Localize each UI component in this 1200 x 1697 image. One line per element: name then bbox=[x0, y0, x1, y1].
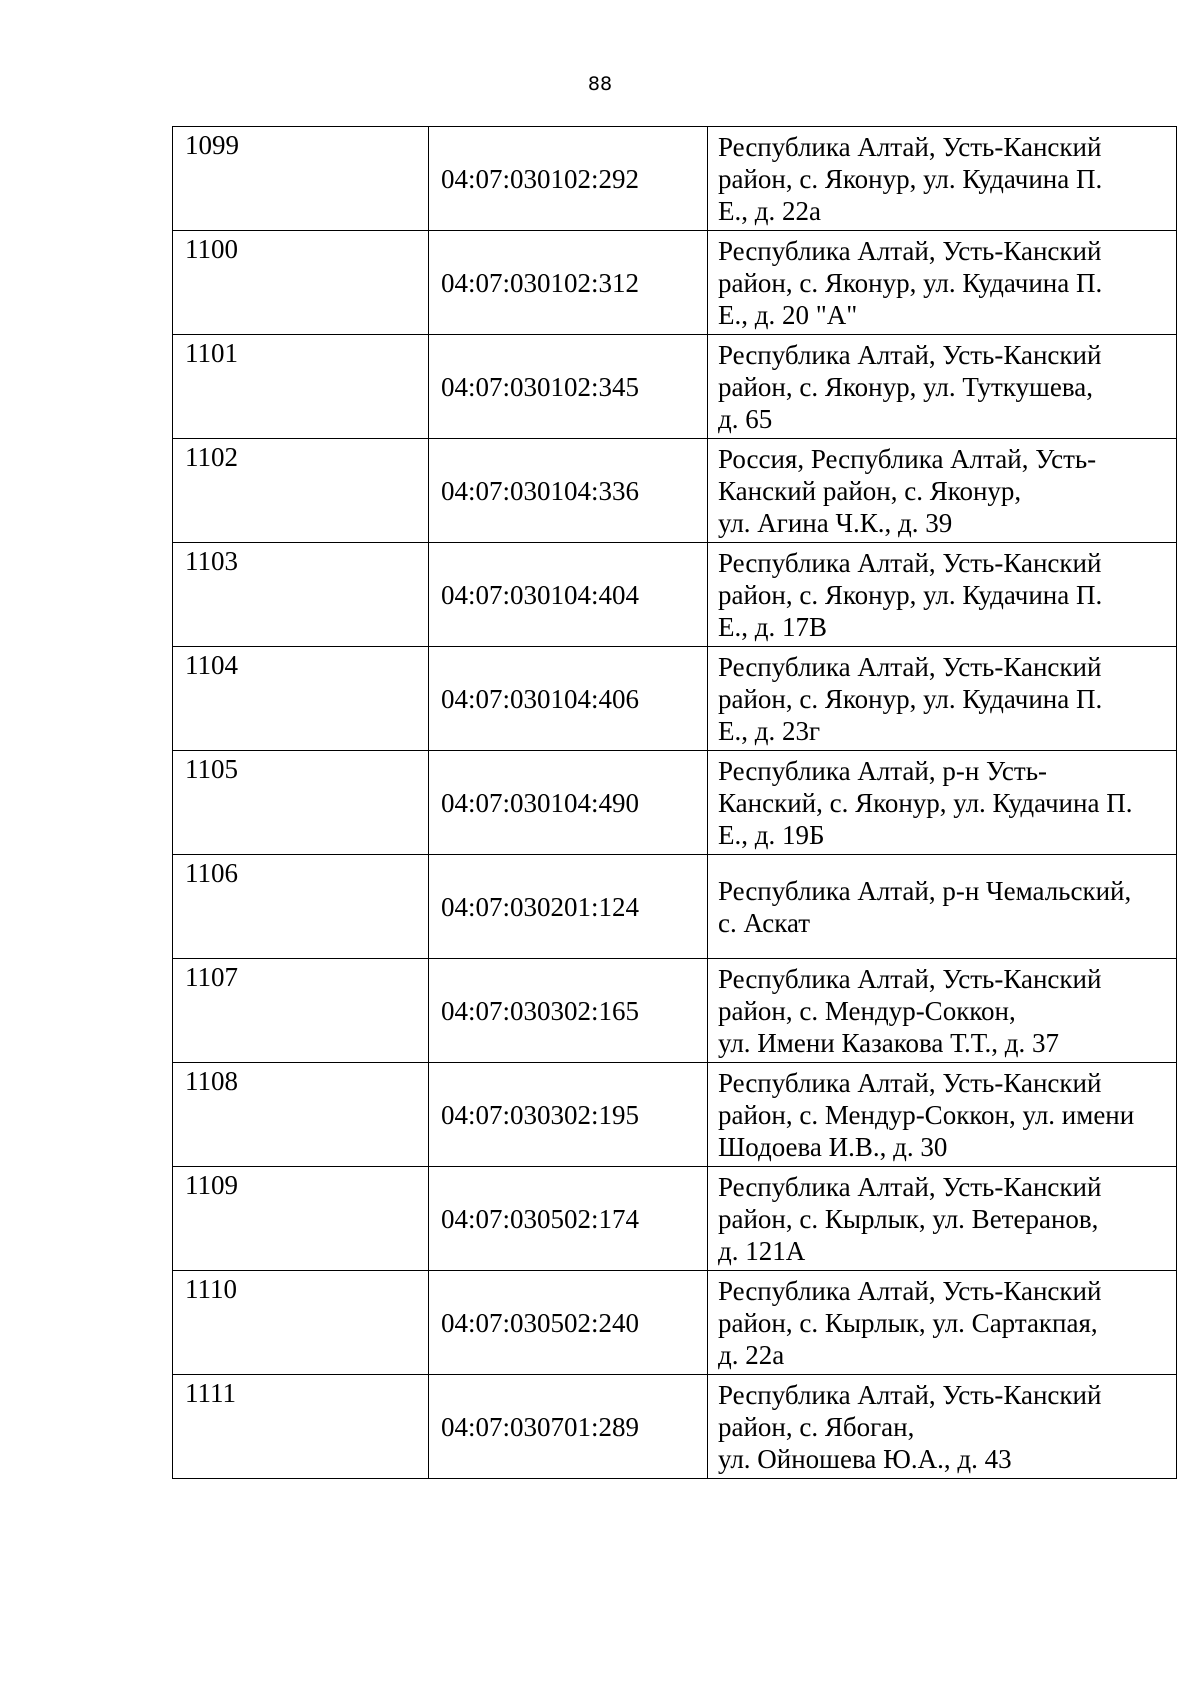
address-line: Е., д. 22а bbox=[718, 195, 821, 226]
address-cell bbox=[708, 335, 1177, 439]
address-line: Республика Алтай, Усть-Канский bbox=[718, 651, 1102, 682]
address-cell bbox=[708, 1167, 1177, 1271]
row-number-cell: 1099 bbox=[173, 127, 429, 231]
address-cell bbox=[708, 1271, 1177, 1375]
table-row bbox=[173, 1167, 1177, 1271]
address-line: Россия, Республика Алтай, Усть- bbox=[718, 443, 1097, 474]
address-line: Республика Алтай, Усть-Канский bbox=[718, 1171, 1102, 1202]
address-line: Республика Алтай, р-н Чемальский, bbox=[718, 875, 1132, 906]
table-row bbox=[173, 855, 1177, 959]
address-line: район, с. Яконур, ул. Кудачина П. bbox=[718, 683, 1103, 714]
table-row bbox=[173, 959, 1177, 1063]
address-line: район, с. Кырлык, ул. Ветеранов, bbox=[718, 1203, 1099, 1234]
table-row bbox=[173, 439, 1177, 543]
address-line: район, с. Кырлык, ул. Сартакпая, bbox=[718, 1307, 1098, 1338]
address-line: ул. Ойношева Ю.А., д. 43 bbox=[718, 1443, 1012, 1474]
address-line: Канский район, с. Яконур, bbox=[718, 475, 1022, 506]
cadastral-number-cell: 04:07:030104:406 bbox=[429, 647, 708, 751]
address-line: Республика Алтай, Усть-Канский bbox=[718, 1067, 1102, 1098]
address-line: район, с. Мендур-Соккон, ул. имени bbox=[718, 1099, 1135, 1130]
row-number-cell: 1109 bbox=[173, 1167, 429, 1271]
cadastral-number-cell: 04:07:030302:195 bbox=[429, 1063, 708, 1167]
cadastral-number-cell: 04:07:030701:289 bbox=[429, 1375, 708, 1479]
registry-table bbox=[172, 126, 1177, 1479]
address-cell bbox=[708, 1375, 1177, 1479]
address-line: район, с. Яконур, ул. Кудачина П. bbox=[718, 579, 1103, 610]
cadastral-number-cell: 04:07:030201:124 bbox=[429, 855, 708, 959]
cadastral-number-cell: 04:07:030502:240 bbox=[429, 1271, 708, 1375]
address-cell bbox=[708, 543, 1177, 647]
row-number-cell: 1102 bbox=[173, 439, 429, 543]
row-number-cell: 1111 bbox=[173, 1375, 429, 1479]
address-line: ул. Агина Ч.К., д. 39 bbox=[718, 507, 953, 538]
table-row bbox=[173, 127, 1177, 231]
table-row bbox=[173, 1375, 1177, 1479]
address-line: д. 65 bbox=[718, 403, 773, 434]
row-number-cell: 1108 bbox=[173, 1063, 429, 1167]
address-line: Е., д. 19Б bbox=[718, 819, 825, 850]
address-line: д. 121А bbox=[718, 1235, 806, 1266]
address-line: Е., д. 20 "А" bbox=[718, 299, 858, 330]
table-row bbox=[173, 1271, 1177, 1375]
address-cell bbox=[708, 959, 1177, 1063]
address-line: Е., д. 23г bbox=[718, 715, 821, 746]
table-row bbox=[173, 335, 1177, 439]
address-line: Республика Алтай, Усть-Канский bbox=[718, 1379, 1102, 1410]
row-number-cell: 1100 bbox=[173, 231, 429, 335]
address-line: Канский, с. Яконур, ул. Кудачина П. bbox=[718, 787, 1133, 818]
table-row bbox=[173, 1063, 1177, 1167]
cadastral-number-cell: 04:07:030302:165 bbox=[429, 959, 708, 1063]
address-line: Республика Алтай, Усть-Канский bbox=[718, 235, 1102, 266]
cadastral-number-cell: 04:07:030102:345 bbox=[429, 335, 708, 439]
table-row bbox=[173, 543, 1177, 647]
address-cell bbox=[708, 439, 1177, 543]
address-line: Республика Алтай, Усть-Канский bbox=[718, 963, 1102, 994]
row-number-cell: 1103 bbox=[173, 543, 429, 647]
cadastral-number-cell: 04:07:030104:336 bbox=[429, 439, 708, 543]
row-number-cell: 1104 bbox=[173, 647, 429, 751]
address-line: Е., д. 17В bbox=[718, 611, 827, 642]
address-cell bbox=[708, 647, 1177, 751]
page-number: 88 bbox=[587, 73, 613, 95]
row-number-cell: 1105 bbox=[173, 751, 429, 855]
cadastral-number-cell: 04:07:030104:490 bbox=[429, 751, 708, 855]
table-row bbox=[173, 647, 1177, 751]
address-cell bbox=[708, 751, 1177, 855]
address-line: район, с. Ябоган, bbox=[718, 1411, 915, 1442]
address-line: ул. Имени Казакова Т.Т., д. 37 bbox=[718, 1027, 1059, 1058]
row-number-cell: 1110 bbox=[173, 1271, 429, 1375]
cadastral-number-cell: 04:07:030104:404 bbox=[429, 543, 708, 647]
address-cell bbox=[708, 231, 1177, 335]
address-line: Республика Алтай, Усть-Канский bbox=[718, 339, 1102, 370]
address-line: Республика Алтай, р-н Усть- bbox=[718, 755, 1048, 786]
address-line: район, с. Яконур, ул. Туткушева, bbox=[718, 371, 1093, 402]
address-line: с. Аскат bbox=[718, 907, 811, 938]
row-number-cell: 1107 bbox=[173, 959, 429, 1063]
cadastral-number-cell: 04:07:030102:312 bbox=[429, 231, 708, 335]
address-line: Шодоева И.В., д. 30 bbox=[718, 1131, 948, 1162]
address-line: Республика Алтай, Усть-Канский bbox=[718, 547, 1102, 578]
cadastral-number-cell: 04:07:030102:292 bbox=[429, 127, 708, 231]
address-cell bbox=[708, 127, 1177, 231]
address-cell bbox=[708, 1063, 1177, 1167]
address-line: д. 22а bbox=[718, 1339, 785, 1370]
address-line: район, с. Яконур, ул. Кудачина П. bbox=[718, 163, 1103, 194]
address-line: Республика Алтай, Усть-Канский bbox=[718, 1275, 1102, 1306]
address-line: район, с. Яконур, ул. Кудачина П. bbox=[718, 267, 1103, 298]
row-number-cell: 1101 bbox=[173, 335, 429, 439]
table-row bbox=[173, 751, 1177, 855]
address-line: Республика Алтай, Усть-Канский bbox=[718, 131, 1102, 162]
table-row bbox=[173, 231, 1177, 335]
row-number-cell: 1106 bbox=[173, 855, 429, 959]
address-cell bbox=[708, 855, 1177, 959]
table-body bbox=[173, 127, 1177, 1479]
address-line: район, с. Мендур-Соккон, bbox=[718, 995, 1016, 1026]
cadastral-number-cell: 04:07:030502:174 bbox=[429, 1167, 708, 1271]
